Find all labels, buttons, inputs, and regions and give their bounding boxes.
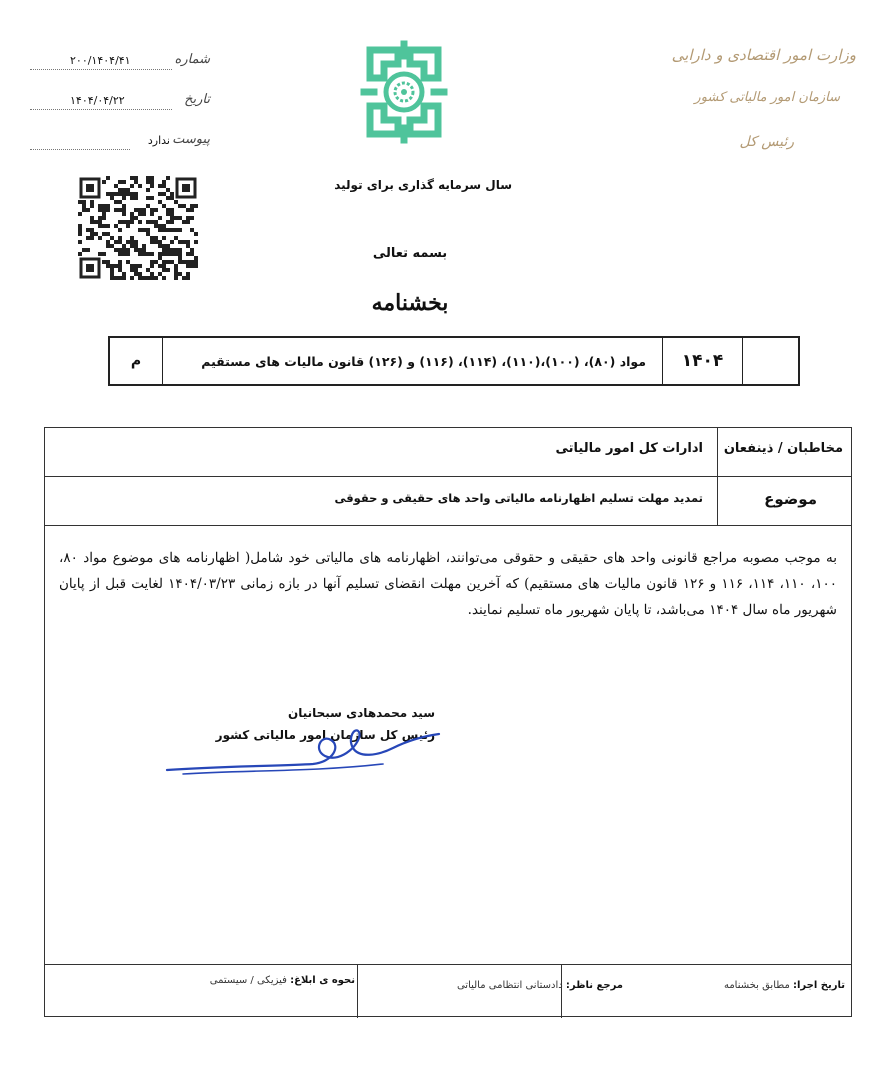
number-label: شماره <box>174 52 210 67</box>
reference-table <box>108 336 800 386</box>
notify-label: نحوه ی ابلاغ: <box>290 975 355 986</box>
exec-date-label: تاریخ اجرا: <box>793 980 845 991</box>
organization-name: سازمان امور مالیاتی کشور <box>694 90 840 105</box>
number-value: ۲۰۰/۱۴۰۴/۴۱ <box>70 54 131 67</box>
ref-code: م <box>130 353 142 369</box>
document-type-title: بخشنامه <box>371 290 449 316</box>
supervisor <box>361 980 623 991</box>
ref-subject-cell <box>162 338 662 384</box>
ref-code-cell <box>110 338 162 384</box>
subject-value: تمدید مهلت تسلیم اظهارنامه مالیاتی واحد های حقیقی و حقوقی <box>334 491 703 505</box>
ref-year: ۱۴۰۴ <box>681 351 724 371</box>
number-row <box>30 52 210 74</box>
ref-year-cell <box>662 338 742 384</box>
exec-date-value: مطابق بخشنامه <box>723 980 790 991</box>
tax-organization-logo-icon <box>360 40 448 148</box>
supervisor-value: دادستانی انتظامی مالیاتی <box>456 980 563 991</box>
qr-code-icon <box>78 176 198 284</box>
attachment-row <box>30 132 210 154</box>
circular-body-box <box>44 427 852 1017</box>
slogan: سال سرمایه گذاری برای تولید <box>334 178 512 192</box>
addressees-label: مخاطبان / ذینفعان <box>723 441 843 456</box>
date-value: ۱۴۰۴/۰۴/۲۲ <box>70 94 125 107</box>
basmala: بسمه تعالی <box>372 246 448 261</box>
notify-value: فیزیکی / سیستمی <box>209 975 287 986</box>
supervisor-label: مرجع ناظر: <box>565 980 623 991</box>
attachment-value: ندارد <box>147 134 170 147</box>
attachment-label: پیوست <box>172 132 210 147</box>
ref-subject: مواد (۸۰)، (۱۰۰)،(۱۱۰)، (۱۱۴)، (۱۱۶) و (۱۲۶) قانون مالیات های مستقیم <box>201 353 646 369</box>
signer-title: رئیس کل سازمان امور مالیاتی کشور <box>215 728 435 742</box>
head-title: رئیس کل <box>739 134 794 150</box>
signature-icon <box>163 726 443 790</box>
ref-blank-cell <box>742 338 798 384</box>
notify-method <box>145 975 355 986</box>
ministry-name: وزارت امور اقتصادی و دارایی <box>671 46 856 64</box>
date-label: تاریخ <box>184 92 210 107</box>
subject-label: موضوع <box>764 490 817 508</box>
date-row <box>30 92 210 114</box>
signer-name: سید محمدهادی سبحانیان <box>287 706 435 720</box>
body-paragraph: به موجب مصوبه مراجع قانونی واحد های حقیقی و حقوقی می‌توانند، اظهارنامه های مالیاتی خود شامل( اظهارنامه های موضوع مواد ۸۰، ۱۰۰، ۱۱۰، ۱۱۴، ۱۱۶ و ۱۲۶ قانون مالیات های مستقیم) که آخرین مهلت انقضای تسلیم آنها در بازه زمانی ۱۴۰۴/۰۳/۲۳ لغایت قبل از پایان شهریور ماه سال ۱۴۰۴ می‌باشد، تا پایان شهریور ماه تسلیم نمایند. <box>59 550 837 618</box>
addressees-value: ادارات کل امور مالیاتی <box>555 441 703 456</box>
